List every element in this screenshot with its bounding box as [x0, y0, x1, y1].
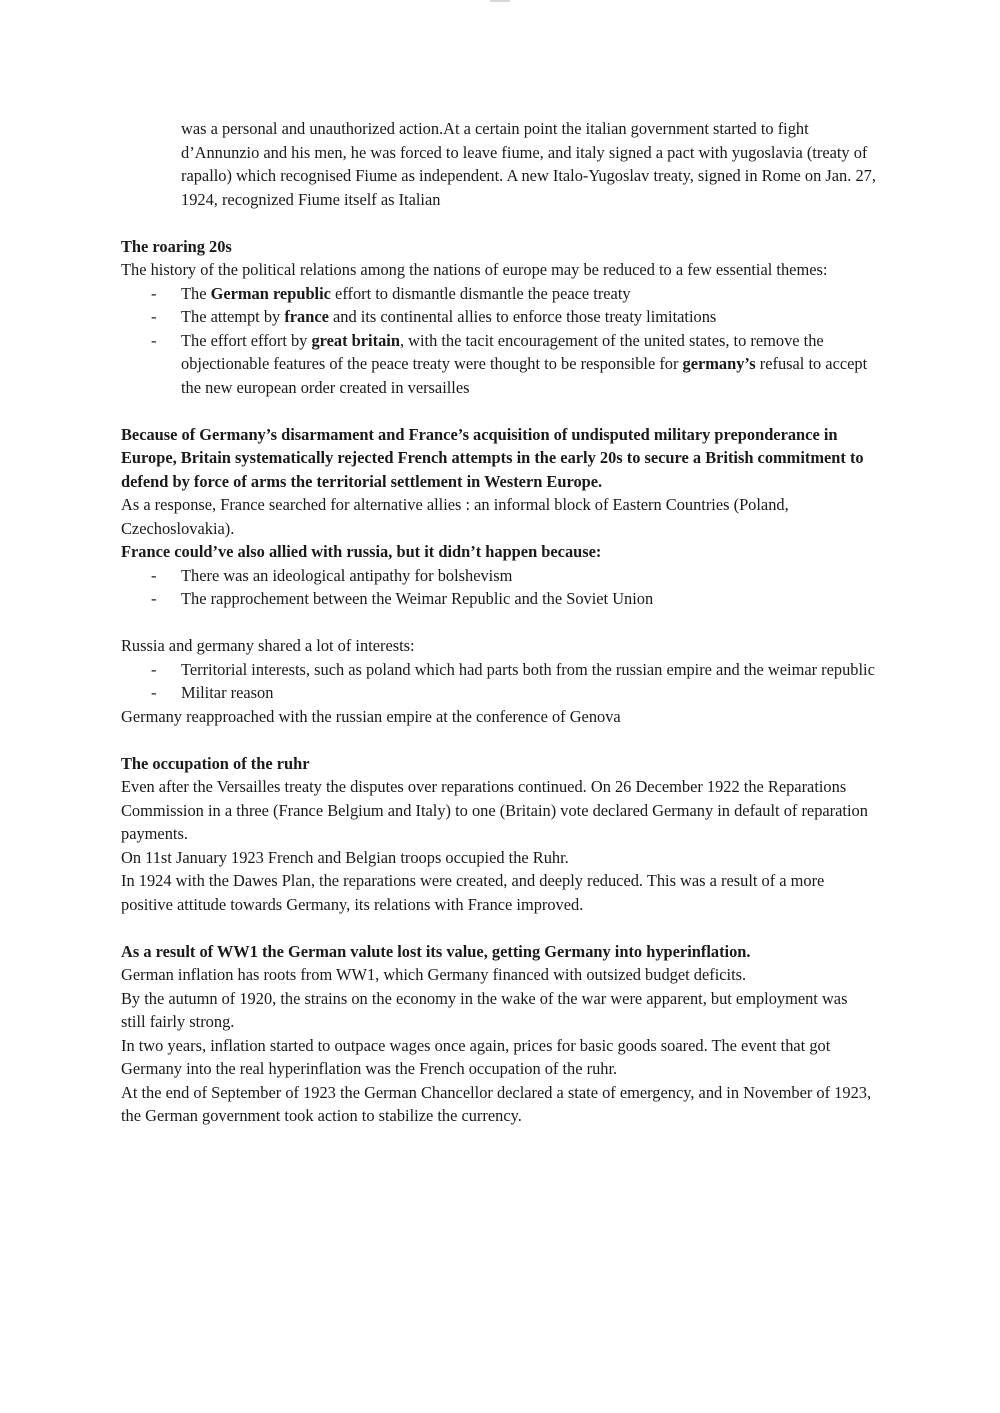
list-item: - The effort effort by great britain, with the tacit encouragement of the united states, to remove the objectionable features of the peace treaty were thought to be responsible for germany’s refusal to accept the new european order created in versailles [151, 330, 868, 397]
inflation-paragraph-1: German inflation has roots from WW1, which Germany financed with outsized budget deficits. [121, 965, 747, 984]
emphasis: france [284, 307, 329, 326]
response-paragraph: As a response, France searched for alternative allies : an informal block of Eastern Countries (Poland, Czechoslovakia). [121, 495, 789, 538]
list-item: - The rapprochement between the Weimar Republic and the Soviet Union [121, 587, 876, 611]
list-item: - The German republic effort to dismantle dismantle the peace treaty [121, 282, 876, 306]
document-body [121, 117, 876, 1128]
emphasis: germany’s [682, 354, 756, 373]
dash-bullet: - [151, 283, 157, 303]
list-item: - The attempt by france and its continental allies to enforce those treaty limitations [121, 305, 876, 329]
inflation-paragraph-2: By the autumn of 1920, the strains on the economy in the wake of the war were apparent, but employment was still fairly strong. [121, 988, 848, 1031]
section-heading-ruhr: The occupation of the ruhr [121, 753, 310, 773]
list-item: - Militar reason [121, 681, 876, 705]
dash-bullet: - [151, 307, 157, 326]
spacer [121, 399, 876, 423]
spacer [121, 916, 876, 940]
roaring-lead-paragraph: The history of the political relations among the nations of europe may be reduced to a few essential themes: [121, 260, 828, 279]
section-heading-hyperinflation: As a result of WW1 the German valute lost its value, getting Germany into hyperinflation. [121, 941, 751, 961]
dash-bullet: - [151, 589, 157, 608]
interests-list [121, 658, 876, 705]
intro-paragraph: was a personal and unauthorized action.At a certain point the italian government started to fight d’Annunzio and his men, he was forced to leave fiume, and italy signed a pact with yugoslavia (treaty of rapallo) which recognised Fiume as independent. A new Italo-Yugoslav treaty, signed in Rome on Jan. 27, 1924, recognized Fiume itself as Italian [181, 119, 876, 209]
page-header-mark [490, 0, 510, 2]
reasons-list [121, 564, 876, 611]
ruhr-paragraph-2: On 11st January 1923 French and Belgian troops occupied the Ruhr. [121, 847, 569, 867]
spacer [121, 611, 876, 635]
list-item: - Territorial interests, such as poland which had parts both from the russian empire and the weimar republic [121, 658, 876, 682]
inflation-paragraph-4: At the end of September of 1923 the German Chancellor declared a state of emergency, and in November of 1923, the German government took action to stabilize the currency. [121, 1082, 872, 1125]
emphasis: German republic [210, 283, 331, 303]
emphasis: great britain [311, 330, 400, 350]
dash-bullet: - [151, 659, 157, 679]
dash-bullet: - [151, 683, 157, 702]
russia-heading: France could’ve also allied with russia, but it didn’t happen because: [121, 542, 602, 561]
inflation-paragraph-3: In two years, inflation started to outpace wages once again, prices for basic goods soared. The event that got Germany into the real hyperinflation was the French occupation of the ruhr. [121, 1035, 831, 1078]
britain-bold-paragraph: Because of Germany’s disarmament and France’s acquisition of undisputed military preponderance in Europe, Britain systematically rejected French attempts in the early 20s to secure a British commitment to defend by force of arms the territorial settlement in Western Europe. [121, 424, 864, 491]
themes-list [121, 282, 876, 400]
genova-paragraph: Germany reapproached with the russian empire at the conference of Genova [121, 706, 621, 726]
ruhr-paragraph-3: In 1924 with the Dawes Plan, the reparations were created, and deeply reduced. This was a result of a more positive attitude towards Germany, its relations with France improved. [121, 871, 825, 914]
list-item: - There was an ideological antipathy for bolshevism [121, 564, 876, 588]
section-heading-roaring-20s: The roaring 20s [121, 236, 232, 256]
interests-lead-paragraph: Russia and germany shared a lot of interests: [121, 636, 415, 655]
dash-bullet: - [151, 565, 157, 585]
ruhr-paragraph-1: Even after the Versailles treaty the disputes over reparations continued. On 26 December 1922 the Reparations Commission in a three (France Belgium and Italy) to one (Britain) vote declared Germany in default of reparation payments. [121, 777, 868, 843]
spacer [121, 211, 876, 235]
dash-bullet: - [151, 330, 157, 350]
spacer [121, 728, 876, 752]
